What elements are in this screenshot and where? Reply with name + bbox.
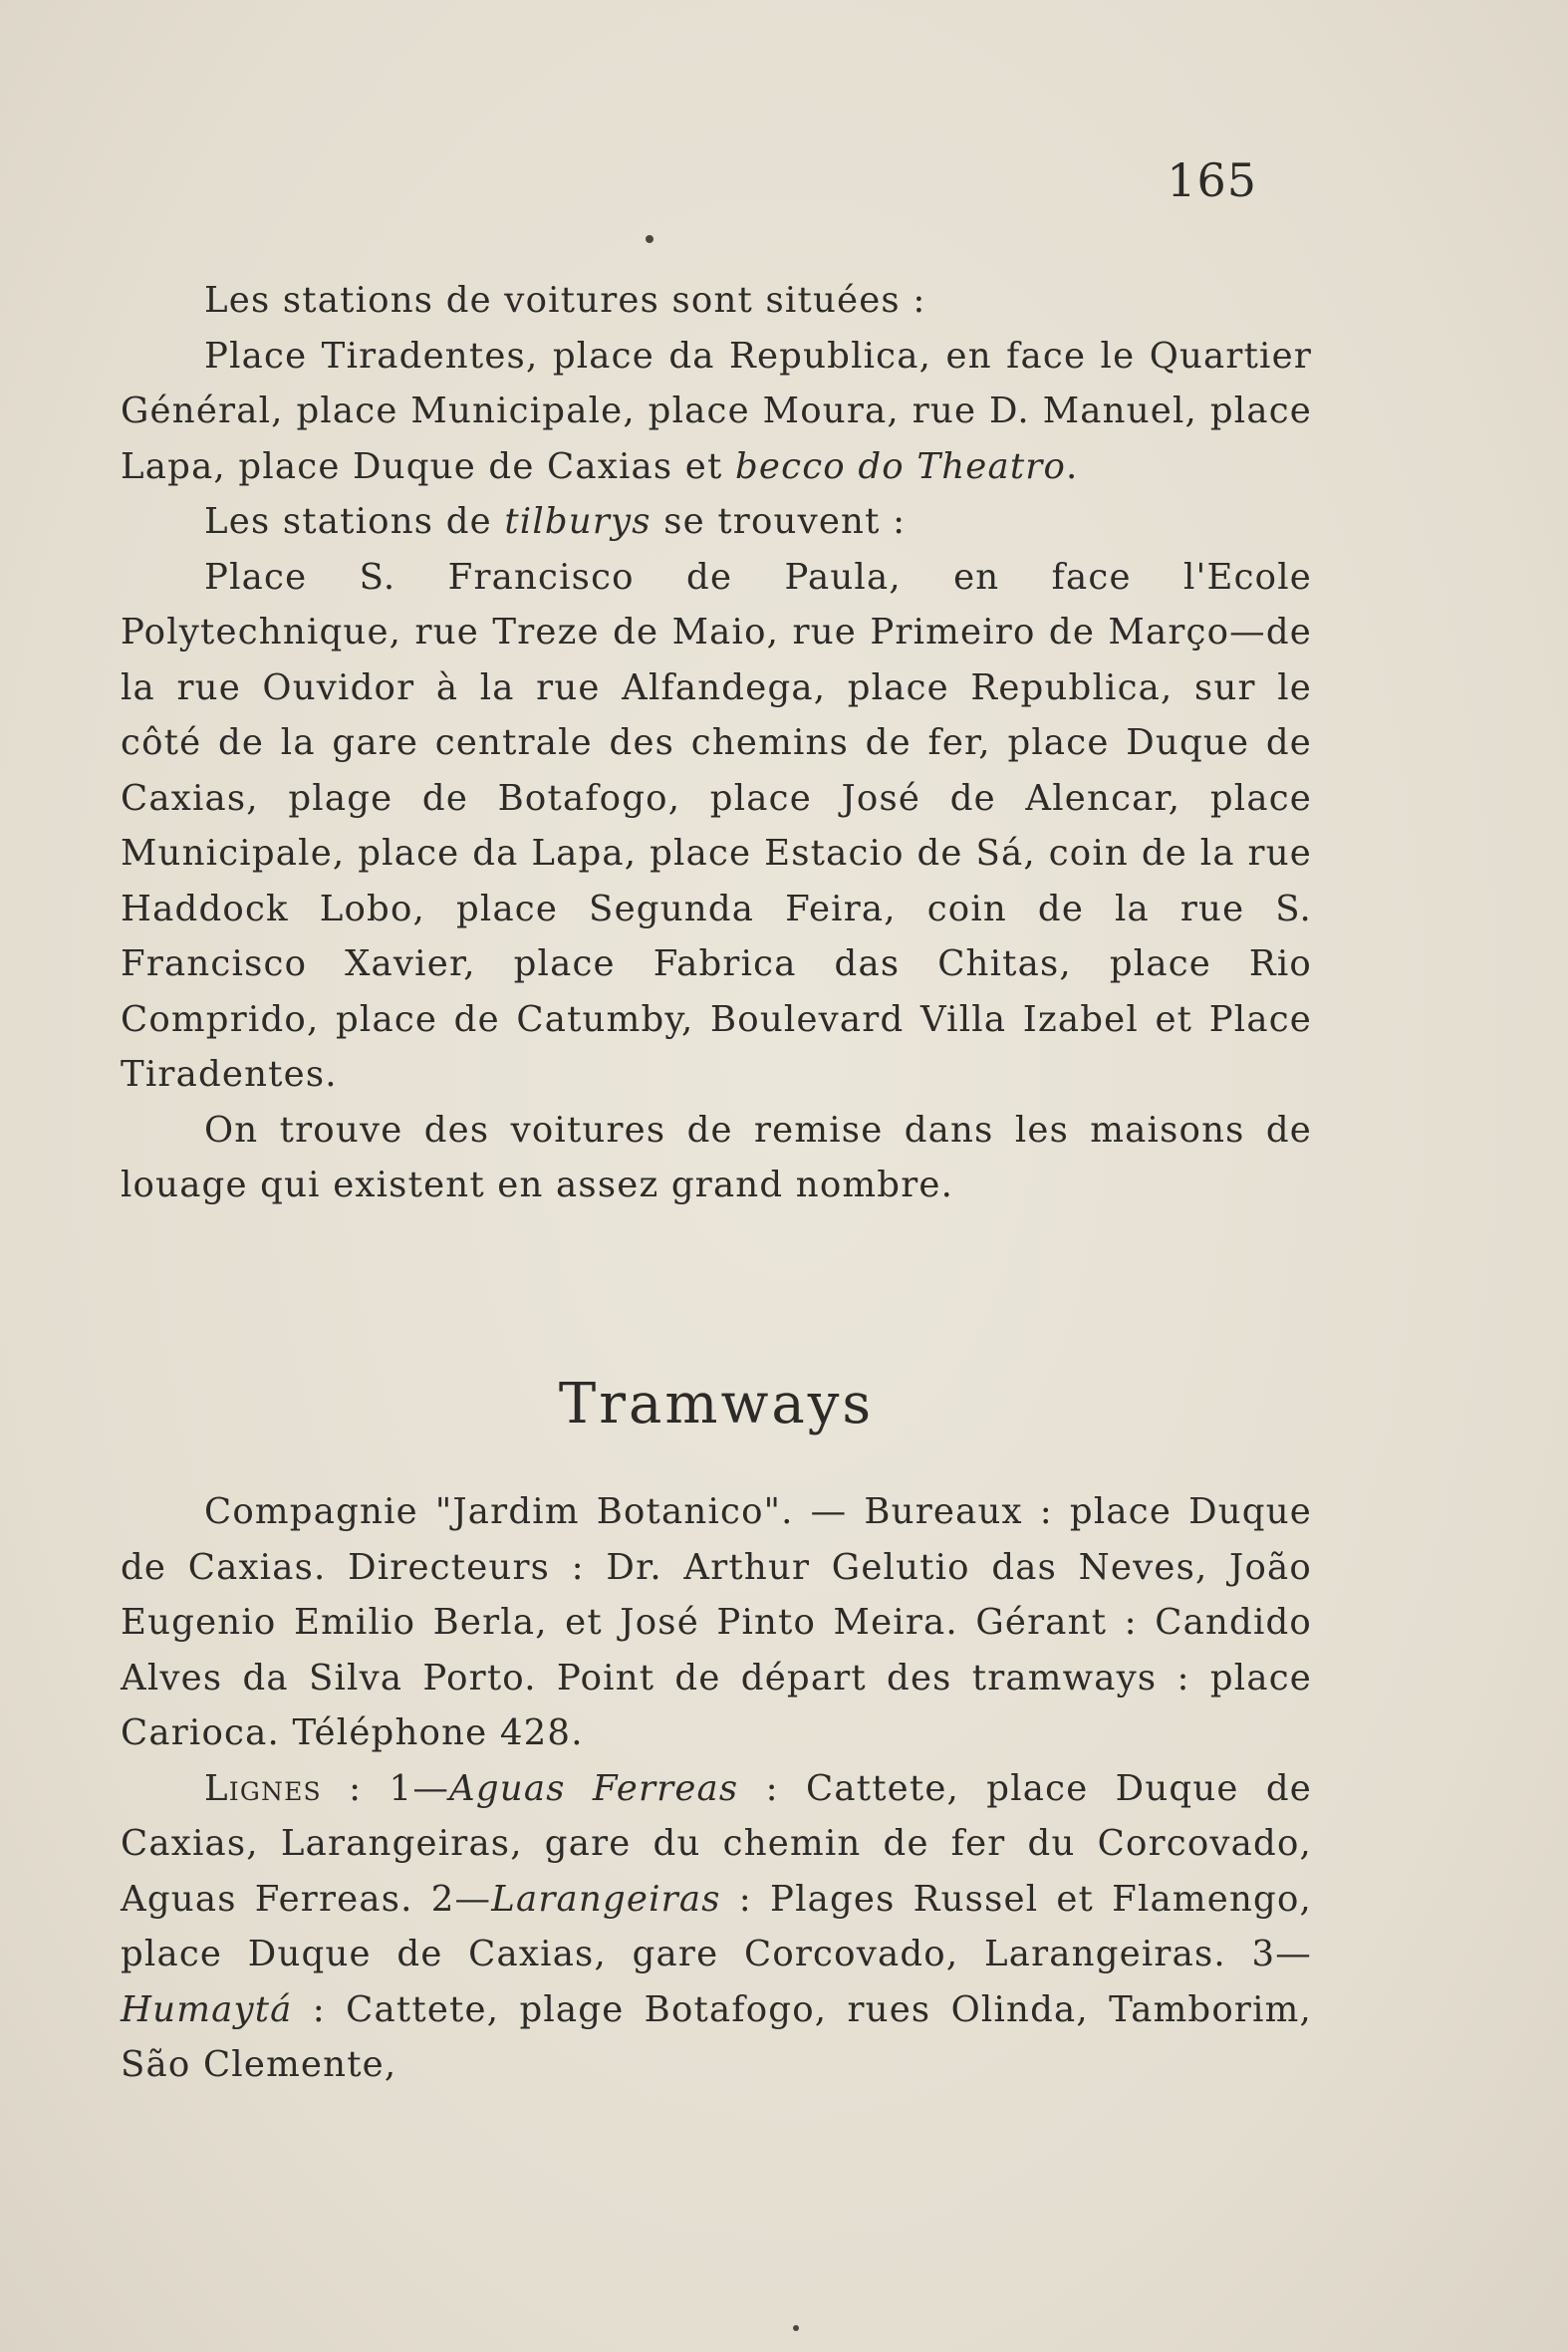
page-number: 165	[1167, 153, 1257, 207]
paragraph-stations-list: Place Tiradentes, place da Republica, en face le Quartier Général, place Municipale, place Moura, rue D. Manuel, place Lapa, place Duque de Caxias et becco do Theatro.	[121, 335, 1312, 487]
body-text-section-1	[121, 273, 1312, 1213]
paragraph-company: Compagnie "Jardim Botanico". — Bureaux : place Duque de Caxias. Directeurs : Dr. Arthur Gelutio das Neves, João Eugenio Emilio Berla, et José Pinto Meira. Gérant : Candido Alves da Silva Porto. Point de départ des tramways : place Carioca. Téléphone 428.	[121, 1491, 1312, 1753]
paragraph-tilburys-list: Place S. Francisco de Paula, en face l'Ecole Polytechnique, rue Treze de Maio, rue Primeiro de Março—de la rue Ouvidor à la rue Alfandega, place Republica, sur le côté de la gare centrale des chemins de fer, place Duque de Caxias, plage de Botafogo, place José de Alencar, place Municipale, place da Lapa, place Estacio de Sá, coin de la rue Haddock Lobo, place Segunda Feira, coin de la rue S. Francisco Xavier, place Fabrica das Chitas, place Rio Comprido, place de Catumby, Boulevard Villa Izabel et Place Tiradentes.	[121, 556, 1312, 1095]
body-text-section-2	[121, 1484, 1312, 2093]
paragraph-lignes: Lignes : 1—Aguas Ferreas : Cattete, place Duque de Caxias, Larangeiras, gare du chemin de fer du Corcovado, Aguas Ferreas. 2—Larangeiras : Plages Russel et Flamengo, place Duque de Caxias, gare Corcovado, Larangeiras. 3—Humaytá : Cattete, plage Botafogo, rues Olinda, Tamborim, São Clemente,	[121, 1767, 1312, 2085]
line-name: Larangeiras	[491, 1878, 721, 1920]
paragraph-stations-intro: Les stations de voitures sont situées :	[204, 280, 926, 321]
italic-term: tilburys	[504, 501, 652, 542]
print-speck	[793, 2325, 799, 2331]
line-name: Humaytá	[121, 1988, 293, 2030]
lignes-label: Lignes	[204, 1767, 322, 1809]
print-speck	[646, 235, 653, 243]
line-name: Aguas Ferreas	[449, 1767, 739, 1809]
paragraph-tilburys-intro: Les stations de tilburys se trouvent :	[204, 501, 907, 542]
section-heading: Tramways	[558, 1372, 875, 1437]
italic-term: becco do Theatro	[734, 445, 1067, 487]
paragraph-remise: On trouve des voitures de remise dans les maisons de louage qui existent en assez grand nombre.	[121, 1109, 1312, 1205]
